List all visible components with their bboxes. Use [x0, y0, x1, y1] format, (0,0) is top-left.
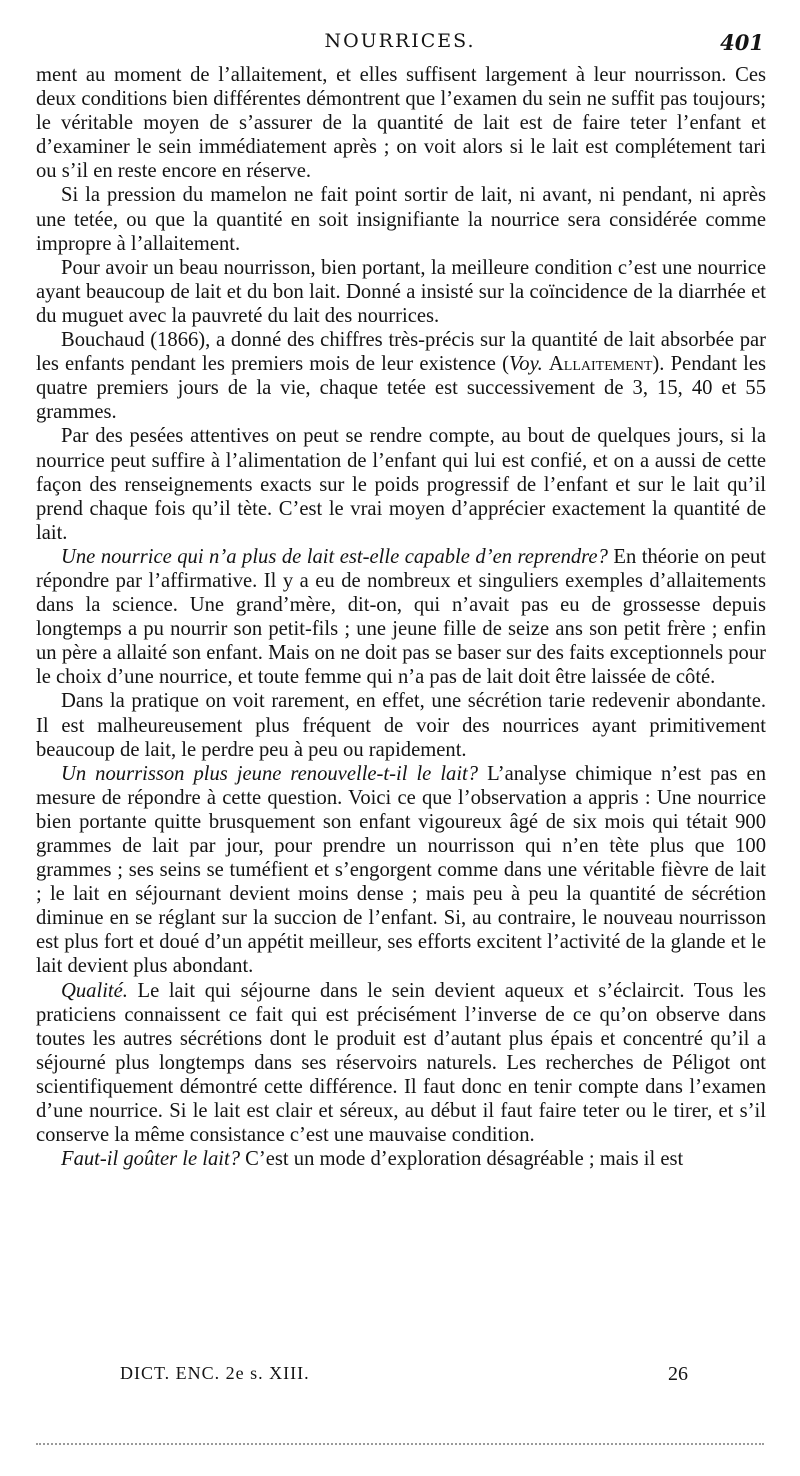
paragraph [36, 545, 766, 690]
italic-run: Un nourrisson plus jeune renouvelle-t-il le lait? [61, 762, 479, 785]
text-run: En théorie on peut répondre par l’affirmative. Il y a eu de nombreux et singuliers exemples d’allaitements dans la science. Une grand’mère, dit-on, qui n’avait pas eu de grossesse depuis longtemps a pu nourrir son petit-fils ; une jeune fille de seize ans son petit frère ; enfin un père a allaité son enfant. Mais on ne doit pas se baser sur des faits exceptionnels pour le choix d’une nourrice, et toute femme qui n’a pas de lait doit être laissée de côté. [36, 545, 766, 689]
body-text [36, 63, 766, 1171]
text-run: Dans la pratique on voit rarement, en effet, une sécrétion tarie redevenir abondante. Il est malheureusement plus fréquent de voir des nourrices ayant primitivement beaucoup de lait, le perdre peu à peu ou rapidement. [36, 690, 766, 761]
italic-run: Qualité. [61, 979, 128, 1002]
text-run: L’analyse chimique n’est pas en mesure de répondre à cette question. Voici ce que l’observation a appris : Une nourrice bien portante quitte brusquement son enfant vigoureux âgé de six mois qui tétait 900 grammes de lait par jour, pour prendre un nourrisson qui n’en tète plus que 100 grammes ; ses seins se tuméfient et s’engorgent comme dans une véritable fièvre de lait ; le lait en séjournant devient moins dense ; mais peu à peu la quantité de sécrétion diminue en se réglant sur la succion de l’enfant. Si, au contraire, le nouveau nourrisson est plus fort et doué d’un appétit meilleur, ses efforts excitent l’activité de la glande et le lait devient plus abondant. [36, 762, 766, 978]
text-run: ). Pendant les quatre premiers jours de la vie, chaque tetée est successivement de 3, 15, 40 et 55 grammes. [36, 353, 766, 424]
text-run: Si la pression du mamelon ne fait point sortir de lait, ni avant, ni pendant, ni après une tetée, ou que la quantité en soit insignifiante la nourrice sera considérée comme impropre à l’allaitement. [36, 184, 766, 255]
paragraph [36, 689, 766, 761]
page-number: 401 [720, 30, 764, 55]
smallcaps-run: Allaitement [548, 353, 653, 376]
text-run: Par des pesées attentives on peut se rendre compte, au bout de quelques jours, si la nourrice peut suffire à l’alimentation de l’enfant qui lui est confié, et on a aussi de cette façon des renseignements exacts sur le poids progressif de l’enfant et sur le lait qu’il prend chaque fois qu’il tète. C’est le vrai moyen d’apprécier exactement la quantité de lait. [36, 425, 766, 544]
dotted-divider [36, 1443, 764, 1445]
text-run: Pour avoir un beau nourrisson, bien portant, la meilleure condition c’est une nourrice ayant beaucoup de lait et du bon lait. Donné a insisté sur la coïncidence de la diarrhée et du muguet avec la pauvreté du lait des nourrices. [36, 256, 766, 327]
paragraph [36, 979, 766, 1148]
text-run: Le lait qui séjourne dans le sein devient aqueux et s’éclaircit. Tous les praticiens connaissent ce fait qui est précisément l’inverse de ce qu’on observe dans toutes les autres sécrétions dont le produit est d’autant plus épais et concentré qu’il a séjourné plus longtemps dans ses réservoirs naturels. Les recherches de Péligot ont scientifiquement démontré cette différence. Il faut donc en tenir compte dans l’examen d’une nourrice. Si le lait est clair et séreux, au début il faut faire teter ou le tirer, et s’il conserve la même consistance c’est une mauvaise condition. [36, 979, 766, 1147]
italic-run: Faut-il goûter le lait? [61, 1148, 241, 1171]
paragraph-continued [36, 63, 766, 183]
page-footer [120, 1363, 720, 1387]
paragraph [36, 424, 766, 544]
text-run: C’est un mode d’exploration désagréable ; mais il est [240, 1148, 684, 1171]
paragraph [36, 762, 766, 979]
printer-signature: DICT. ENC. 2e s. XIII. [120, 1363, 310, 1383]
italic-run: Voy. [508, 353, 543, 376]
sheet-number: 26 [668, 1363, 688, 1385]
running-head [36, 30, 766, 60]
text-run: ment au moment de l’allaitement, et elles suffisent largement à leur nourrisson. Ces deux conditions bien différentes démontrent que l’examen du sein ne suffit pas toujours; le véritable moyen de s’assurer de la quantité de lait est de faire teter l’enfant et d’examiner le sein immédiatement après ; on voit alors si le lait est complétement tari ou s’il en reste encore en réserve. [36, 64, 766, 183]
running-head-title: NOURRICES. [324, 30, 476, 52]
paragraph [36, 183, 766, 255]
text-run: Bouchaud (1866), a donné des chiffres très-précis sur la quantité de lait absorbée par les enfants pendant les premiers mois de leur existence ( [36, 329, 766, 376]
paragraph [36, 256, 766, 328]
paragraph [36, 1147, 766, 1171]
italic-run: Une nourrice qui n’a plus de lait est-elle capable d’en reprendre? [61, 545, 608, 568]
paragraph [36, 328, 766, 424]
